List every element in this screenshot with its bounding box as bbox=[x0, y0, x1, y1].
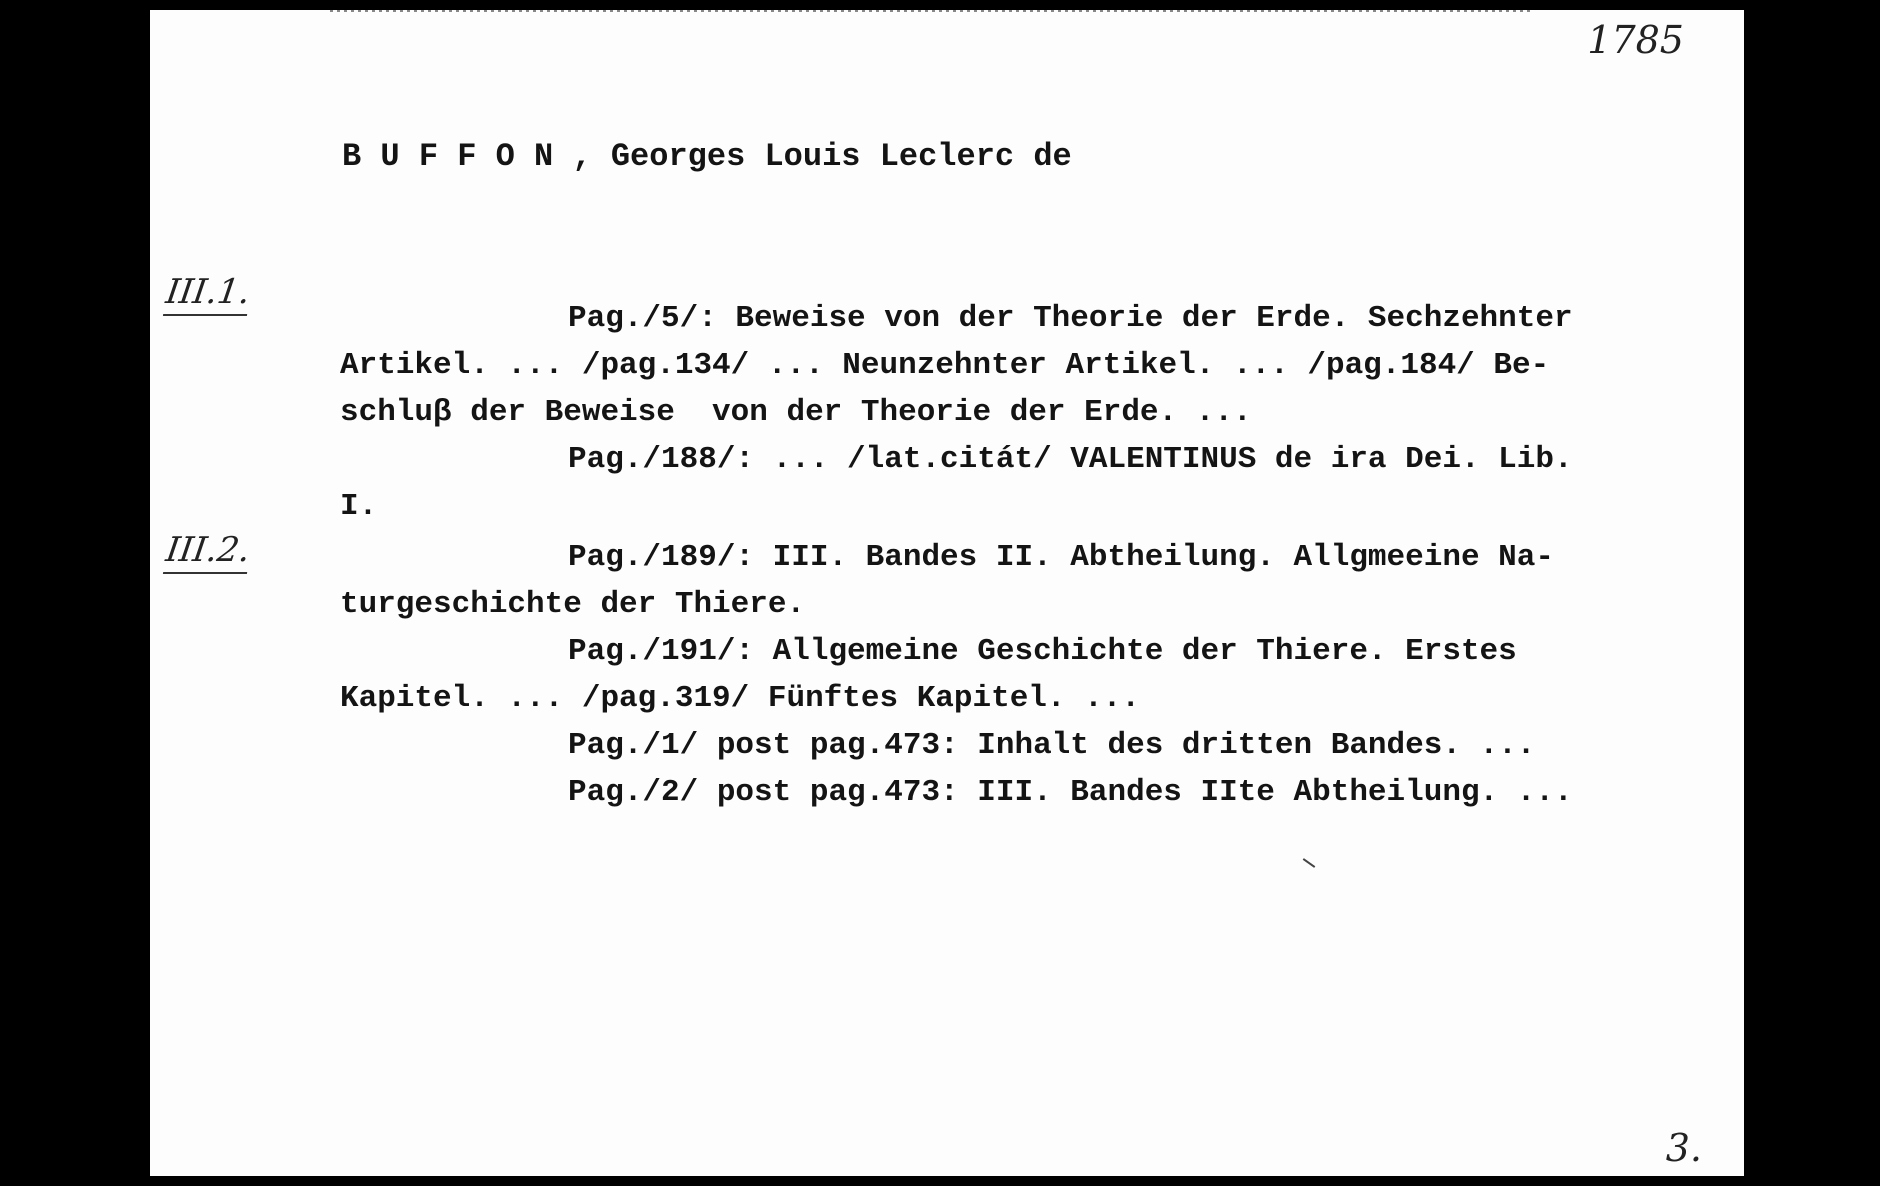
content-line: Pag./2/ post pag.473: III. Bandes IIte Abtheilung. ... bbox=[568, 775, 1573, 810]
author-heading: B U F F O N , Georges Louis Leclerc de bbox=[342, 138, 1072, 175]
card-index-number: 3. bbox=[1665, 1126, 1702, 1170]
content-line: turgeschichte der Thiere. bbox=[340, 587, 806, 622]
margin-note-volume-1: III.1. bbox=[163, 272, 253, 316]
stray-pen-mark bbox=[1303, 858, 1316, 868]
card-number: 1785 bbox=[1587, 18, 1684, 62]
content-line: Pag./1/ post pag.473: Inhalt des dritten Bandes. ... bbox=[568, 728, 1536, 763]
content-line: Pag./191/: Allgemeine Geschichte der Thiere. Erstes bbox=[568, 634, 1517, 669]
content-line: Pag./5/: Beweise von der Theorie der Erde. Sechzehnter bbox=[568, 301, 1573, 336]
catalog-card bbox=[150, 10, 1744, 1176]
content-line: Pag./188/: ... /lat.citát/ VALENTINUS de ira Dei. Lib. bbox=[568, 442, 1573, 477]
content-line: Kapitel. ... /pag.319/ Fünftes Kapitel. ... bbox=[340, 681, 1140, 716]
content-line: schluβ der Beweise von der Theorie der Erde. ... bbox=[340, 395, 1252, 430]
margin-note-volume-2: III.2. bbox=[163, 530, 253, 574]
content-line: Artikel. ... /pag.134/ ... Neunzehnter Artikel. ... /pag.184/ Be- bbox=[340, 348, 1550, 383]
card-top-edge bbox=[330, 10, 1530, 12]
content-line: I. bbox=[340, 489, 378, 524]
card-content bbox=[340, 295, 1690, 816]
content-line: Pag./189/: III. Bandes II. Abtheilung. Allgmeeine Na- bbox=[568, 540, 1554, 575]
